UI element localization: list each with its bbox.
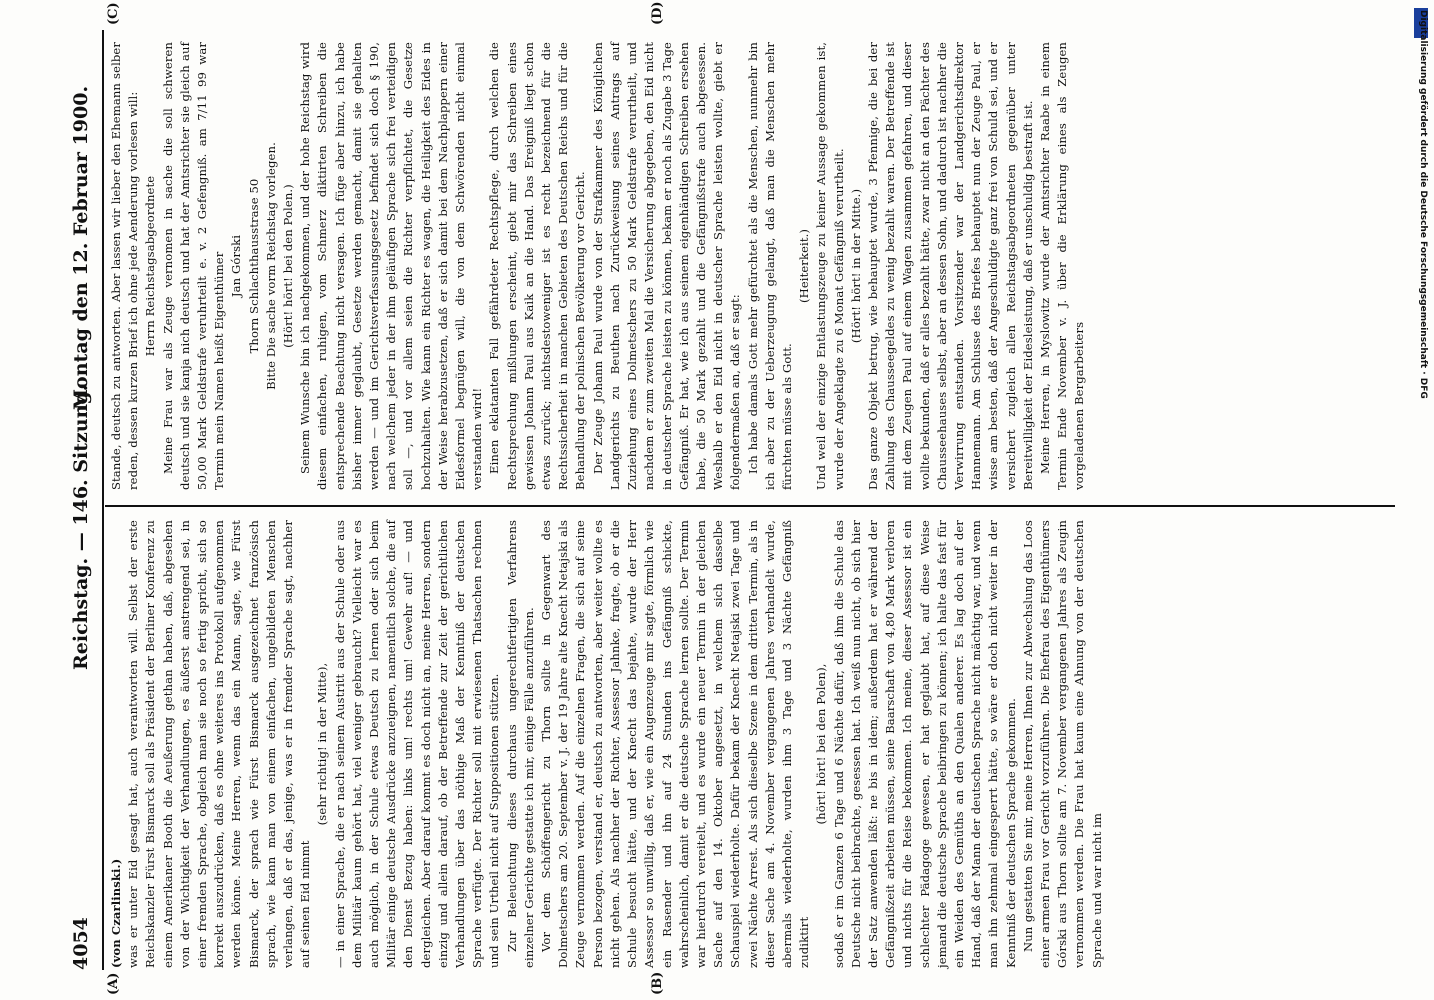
margin-marker-d: (D) [650,1,665,25]
header-rule [102,30,104,970]
interjection: (sehr richtig! in der Mitte), [315,662,330,826]
paragraph: Und weil der einzige Entlastungszeuge zu keiner Aussage gekommen ist, wurde der Angeklagte zu 6 Monat Gefängniß verurtheilt. [814,42,846,490]
letter-salutation: Herrn Reichstagsabgeordnete [143,175,158,357]
rotated-document-page [10,0,1390,1000]
paragraph: Zur Beleuchtung dieses durchaus ungerechtfertigten Verfahrens einzelner Gerichte gestatte ich mir, einige Fälle anzuführen. [504,520,536,968]
right-column [108,42,1089,490]
session-title: Reichstag. — 146. Sitzung. [70,384,92,670]
paragraph: Meine Herren, in Myslowitz wurde der Amtsrichter Raabe in einem Termin Ende November v. J. über die Erklärung eines als Zeugen vorgeladenen Bergarbeiters [1037,42,1087,490]
paragraph: Das ganze Objekt betrug, wie behauptet wurde, 3 Pfennige, die bei der Zahlung des Chausseegeldes zu wenig bezahlt waren. Der Betreffende ist mit dem Zeugen Paul auf einem Wagen zusammen gefahren, und dieser wollte bekunden, daß er alles bezahlt hätte, zwar nicht an den Pächter des Chausseehauses selbst, aber an dessen Sohn, und dadurch ist nachher die Verwirrung entstanden. Vorsitzender war der Landgerichtsdirektor Hannemann. Am Schlusse des Briefes behauptet nun der Zeuge Paul, er wisse am besten, daß der Angeschuldigte ganz frei von Schuld sei, und er versichert zugleich allen Reichstagsabgeordneten gegenüber unter Bereitwilligkeit der Eidesleistung, daß er unschuldig bestraft ist. [865,42,1035,490]
paragraph: was er unter Eid gesagt hat, auch verantworten will. Selbst der erste Reichskanzler Fürst Bismarck soll als Präsident der Berliner Konferenz zu einem Amerikaner Booth die Aeußerung gethan haben, daß, abgesehen von der Wichtigkeit der Verhandlungen, es äußerst anstrengend sei, in einer fremden Sprache, obgleich man sie noch so fertig spricht, sich so korrekt auszudrücken, daß es ohne weiteres ins Protokoll aufgenommen werden könne. Meine Herren, wenn das ein Mann, sagte, wie Fürst Bismarck, der sprach wie Fürst Bismarck ausgezeichnet französisch sprach, wie kann man von einem einfachen, ungebildeten Menschen verlangen, daß er das, jenige, was er in fremder Sprache sagt, nachher auf seinen Eid nimmt [126,520,313,968]
paragraph: Stande, deutsch zu antworten. Aber lassen wir lieber den Ehemann selber reden, dessen kurzen Brief ich ohne jede Aenderung vorlesen will: [109,42,141,490]
page-number: 4054 [70,917,92,970]
paragraph: — in einer Sprache, die er nach seinem Austritt aus der Schule oder aus dem Militär kaum gehört hat, viel weniger gebraucht? Vielleicht war es auch möglich, in der Schule etwas Deutsch zu lernen oder sich beim Militär einige deutsche Ausdrücke anzueignen, namentlich solche, die auf den Dienst Bezug haben: links um! rechts um! Gewehr auf! — und dergleichen. Aber darauf kommt es doch nicht an, meine Herren, sondern einzig und allein darauf, ob der Betreffende zur Zeit der gerichtlichen Verhandlungen über das nöthige Maß der Kenntniß der deutschen Sprache verfügte. Der Richter soll mit erwiesenen Thatsachen rechnen und sein Urtheil nicht auf Suppositionen stützen. [332,520,502,968]
paragraph: Vor dem Schöffengericht zu Thorn sollte in Gegenwart des Dolmetschers am 20. September v. J. der 19 Jahre alte Knecht Netajski als Zeuge vernommen werden. Auf die einzelnen Fragen, die sich auf seine Person bezogen, verstand er, deutsch zu antworten, aber weiter wollte es nicht gehen. Als nachher der Richter, Assessor Jahnke, fragte, ob er die Schule besucht hätte, und der Knecht das bejahte, wurde der Herr Assessor so unwillig, daß er, wie ein Augenzeuge mir sagte, förmlich wie ein Rasender und ihn auf 24 Stunden ins Gefängniß schickte, wahrscheinlich, damit er die deutsche Sprache lernen sollte. Der Termin war hierdurch vereitelt, und es wurde ein neuer Termin in der gleichen Sache auf den 14. Oktober angesetzt, in welchem sich dasselbe Schauspiel wiederholte. Dafür bekam der Knecht Netajski zwei Tage und zwei Nächte Arrest. Als sich dieselbe Szene in dem dritten Termin, als in dieser Sache am 4. November vergangenen Jahres verhandelt wurde, abermals wiederholte, wurden ihm 3 Tage und 3 Nächte Gefängniß zudiktirt [539,520,812,968]
paragraph: Seinem Wunsche bin ich nachgekommen, und der hohe Reichstag wird diesem einfachen, ruhigen, vom Schmerz diktirten Schreiben die entsprechende Beachtung nicht versagen. Ich füge aber hinzu, ich habe bisher immer geglaubt, Gesetze werden gemacht, damit sie gehalten werden — und im Gerichtsverfassungsgesetz befindet sich doch § 190, nach welchem jeder in der ihm geläufigen Sprache sich frei verteidigen soll —, und vor allem seien die Richter verpflichtet, die Gesetze hochzuhalten. Wie kann ein Richter es wagen, die Heiligkeit des Eides in der Weise herabzusetzen, daß er sich damit bei dem Nachplappern einer Eidesformel begnügen will, die von dem Schwörenden nicht einmal verstanden wird! [298,42,485,490]
left-column [108,520,1106,968]
column-divider [105,505,1395,507]
letter-signature: Jan Górski [229,234,244,298]
interjection: (Hört! hört! bei den Polen.) [281,184,296,348]
interjection: (hört! hört! bei den Polen), [814,663,829,825]
paragraph: Der Zeuge Johann Paul wurde von der Strafkammer des Königlichen Landgerichts zu Beuthen nach Zurückweisung seines Antrags auf Zuziehung eines Dolmetschers zu 50 Mark Geldstrafe verurtheilt, und nachdem er zum zweiten Mal die Versicherung abgegeben, den Eid nicht in deutscher Sprache leisten zu können, bekam er noch als Zugabe 3 Tage Gefängniß. Er hat, wie ich aus seinem eigenhändigen Schreiben ersehen habe, die 50 Mark gezahlt und die Gefängnißstrafe auch abgesessen. Weshalb er den Eid nicht in deutscher Sprache leisten wollte, giebt er folgendermaßen an, daß er sagt: [590,42,743,490]
speaker-label: (von Czarlinski.) [109,858,123,968]
interjection: (Hört! hört! in der Mitte.) [848,188,863,344]
paragraph: Nun gestatten Sie mir, meine Herren, Ihnen zur Abwechslung das Loos einer armen Frau vor Gericht vorzuführen. Die Ehefrau des Eigenthümers Górski aus Thorn sollte am 7. November vergangenen Jahres als Zeugin vernommen werden. Die Frau hat kaum eine Ahnung von der deutschen Sprache und war nicht im [1020,520,1104,968]
quotation: Ich habe damals Gott mehr gefürchtet als die Menschen, nunmehr bin ich aber zu der Ueberzeugung gelangt, daß man die Menschen mehr fürchten müsse als Gott. [745,42,794,490]
digitization-note [1416,10,1428,940]
margin-marker-c: (C) [106,2,121,25]
letter-closing: Bitte Die sache vorm Reichstag vorlegen. [263,142,278,390]
letter-body: Meine Frau war als Zeuge vernomen in sache die soll schweren deutsch und sie kanja nich deutsch und hat der Amtsrichter sie gleich auf 50,00 Mark Geldstrafe veruhrteilt e. v. 2 Gefengniß. am 7/11 99 war Termin mein Namen heißt Eigenthümer [160,42,227,490]
paragraph: Einen eklatanten Fall gefährdeter Rechtspflege, durch welchen die Rechtsprechung mißlungen erscheint, giebt mir das Schreiben eines gewissen Johann Paul aus Kaik an die Hand. Das Ereigniß liegt schon etwas zurück; nichtsdestoweniger ist es recht bezeichnend für die Rechtssicherheit in manchen Gebieten des Deutschen Reichs und für die Behandlung der polnischen Bevölkerung vor Gericht. [487,42,588,490]
digitization-note-text: Digitalisierung gefördert durch die Deutsche Forschungsgemeinschaft · DFG [1418,10,1428,399]
session-date: Montag den 12. Februar 1900. [70,85,92,410]
page-header [70,30,102,970]
margin-marker-b: (B) [650,971,665,995]
letter-address: Thorn Schlachthausstrase 50 [246,178,261,354]
paragraph: sodaß er im Ganzen 6 Tage und 6 Nächte dafür, daß ihm die Schule das Deutsche nicht beibrachte, gesessen hat. Ich weiß nun nicht, ob sich hier der Satz anwenden läßt: ne bis in idem; außerdem hat er während der Gefängnißzeit arbeiten müssen, seine Baarschaft von 4,80 Mark verloren und nichts für die Reise bekommen. Ich meine, dieser Assessor ist ein schlechter Pädagoge gewesen, er hat geglaubt hat, auf diese Weise jemand die deutsche Sprache beibringen zu können; ich halte das fast für ein Weiden des Gemüths an den Qualen anderer. Es lag doch auf der Hand, daß der Mann der deutschen Sprache nicht mächtig war, und wenn man ihn zehnmal eingesperrt hätte, so wäre er doch nicht weiter in der Kenntniß der deutschen Sprache gekommen. [831,520,1018,968]
margin-marker-a: (A) [106,972,121,995]
interjection: (Heiterkeit.) [797,228,812,304]
